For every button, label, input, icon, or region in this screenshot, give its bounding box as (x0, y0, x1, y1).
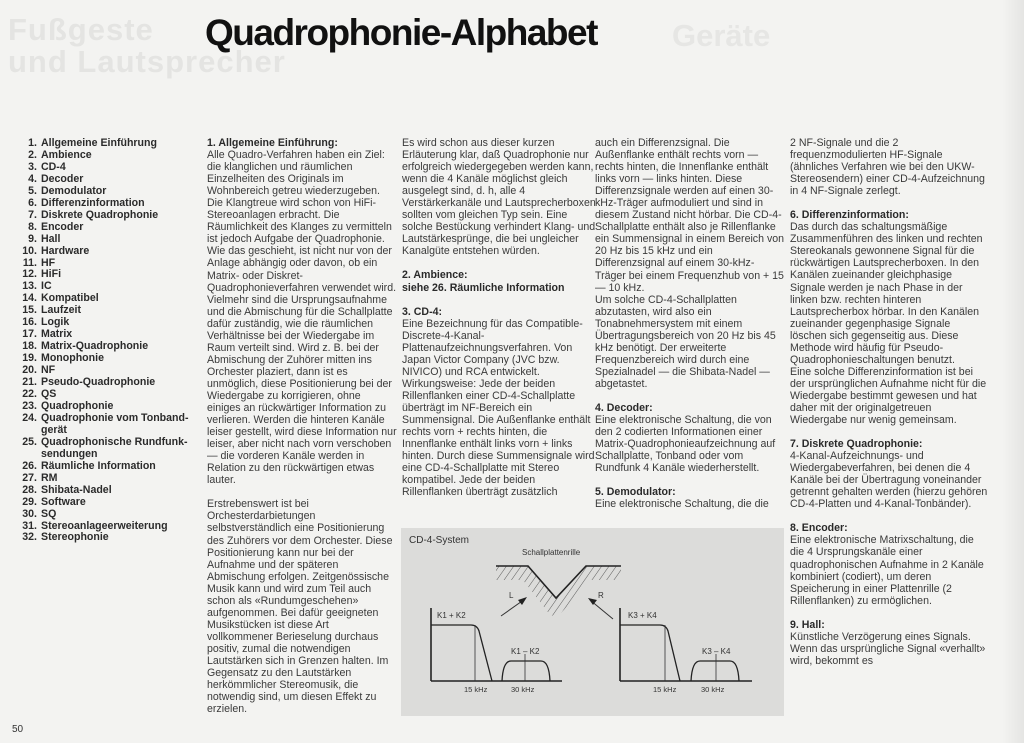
ghost-line-1: Fußgeste (8, 12, 154, 47)
toc-item-number: 12. (22, 268, 37, 281)
right-tick-30khz: 30 kHz (701, 685, 725, 694)
toc-item-label: Quadrophonische Rundfunk- (41, 435, 188, 448)
right-arrow-label: R (598, 591, 604, 600)
toc-item-label: Demodulator (41, 184, 107, 197)
toc-item-label: IC (41, 280, 52, 293)
diagram-title: CD-4-System (409, 535, 470, 546)
table-of-contents (14, 138, 194, 544)
toc-item-label: Decoder (41, 172, 84, 185)
toc-item-label: Diskrete Quadrophonie (41, 208, 159, 221)
toc-item-number: 25. (22, 435, 37, 448)
toc-item-label: sendungen (41, 447, 98, 460)
toc-item-label: RM (41, 471, 58, 484)
toc-item-label: Monophonie (41, 352, 104, 365)
toc-item-number: 2. (28, 148, 37, 161)
toc-item-label: Stereophonie (41, 531, 109, 544)
page-number: 50 (12, 724, 24, 735)
toc-item-label: Quadrophonie vom Tonband- (41, 411, 189, 424)
toc-item-number: 21. (22, 376, 37, 389)
toc-item-number: 19. (22, 352, 37, 365)
toc-item-number: 22. (22, 388, 37, 401)
toc-item-label: Hall (41, 232, 61, 245)
toc-item (14, 437, 194, 449)
toc-item-label: QS (41, 388, 57, 401)
toc-item-label: Allgemeine Einführung (41, 137, 157, 149)
left-sum-curve (431, 625, 492, 681)
toc-item-label: CD-4 (41, 160, 66, 173)
paragraph: Wirkungsweise: Jede der beiden Rillenflanken einer CD-4-Schallplatte überträgt im NF-Bereich ein Summensignal. Die Außenflanke enthält rechts vorn + rechts hinten, die Innenflanke enthält links vorn + links hinten. Durch diese Summensignale wird eine CD-4-Schallplatte mit Stereo kompatibel. Jede der beiden Rillenflanken überträgt zusätzlich (402, 377, 595, 499)
section-heading: 4. Decoder: (595, 401, 653, 414)
toc-item-label: gerät (41, 423, 67, 436)
toc-item (14, 222, 194, 234)
ghost-line-2: und Lautsprecher (8, 44, 286, 79)
right-sum-label: K3 + K4 (628, 611, 657, 620)
left-sum-label: K1 + K2 (437, 611, 466, 620)
toc-item-number: 10. (22, 244, 37, 257)
diagram-svg (401, 528, 784, 716)
toc-item-label: Hardware (41, 244, 90, 257)
left-diff-curve (502, 661, 550, 681)
toc-item-label: Stereoanlageerweiterung (41, 519, 168, 532)
toc-item-number: 23. (22, 399, 37, 412)
toc-item-number: 13. (22, 280, 37, 293)
toc-item-label: Ambience (41, 148, 92, 161)
groove-label: Schallplattenrille (522, 548, 581, 557)
toc-item-number: 14. (22, 292, 37, 305)
toc-item-number: 11. (22, 256, 37, 269)
right-diff-curve (691, 661, 739, 681)
paragraph: Es wird schon aus dieser kurzen Erläuterung klar, daß Quadrophonie nur erfolgreich wiedergegeben werden kann, wenn die 4 Kanäle möglichst gleich ausgelegt sind, d. h, alle 4 Verstärkerkanäle und Lautsprecherboxen sollten vom gleichen Typ sein. Eine solche Bestückung verhindert Klang- und Lautstärkesprünge, die bei ungleicher Kanalgüte entstehen würden. (402, 137, 596, 258)
paragraph: auch ein Differenzsignal. Die Außenflanke enthält rechts vorn — rechts hinten, die Innenflanke enthält links vorn — links hinten. Diese Differenzsignale werden auf einen 30-kHz-Träger aufmoduliert und sind in diesem Zustand nicht hörbar. Die CD-4-Schallplatte enthält also je Rillenflanke ein Summensignal in einem Bereich von 20 Hz bis 15 kHz und ein Differenzsignal auf einem 30-kHz-Träger bei einem Frequenzhub von + 15 — 10 kHz. (595, 137, 785, 294)
toc-item-number: 9. (28, 232, 37, 245)
section-heading: 8. Encoder: (790, 522, 848, 535)
toc-item-label: NF (41, 364, 56, 377)
toc-item-number: 20. (22, 364, 37, 377)
toc-item-number: 29. (22, 495, 37, 508)
column-2 (402, 137, 598, 510)
toc-item (14, 461, 194, 473)
toc-item (14, 497, 194, 509)
toc-item-number: 28. (22, 483, 37, 496)
toc-item-number: 18. (22, 340, 37, 353)
page-title: Quadrophonie-Alphabet (205, 12, 597, 53)
toc-item-label: Encoder (41, 220, 84, 233)
paragraph: Eine elektronische Schaltung, die von den 2 codierten Informationen einer Matrix-Quadrophonieaufzeichnung auf Schallplatte, Tonband oder vom Rundfunk 4 Kanäle wiederherstellt. (595, 414, 776, 475)
right-tick-15khz: 15 kHz (653, 685, 677, 694)
cross-reference: siehe 26. Räumliche Information (402, 281, 565, 294)
paragraph: Um solche CD-4-Schallplatten abzutasten, wird also ein Tonabnehmersystem mit einem Übertragungsbereich von 20 Hz bis 45 kHz benötigt. Der erweiterte Frequenzbereich wird durch eine Spezialnadel — die Shibata-Nadel — abgetastet. (595, 293, 776, 390)
left-diff-label: K1 – K2 (511, 647, 540, 656)
toc-item-number: 1. (28, 137, 37, 149)
right-arrowhead (588, 598, 597, 605)
cd4-system-diagram (401, 528, 784, 716)
toc-item (14, 210, 194, 222)
toc-item (14, 246, 194, 258)
left-arrow-label: L (509, 591, 514, 600)
left-arrowhead (518, 597, 527, 605)
section-heading: 3. CD-4: (402, 305, 443, 318)
toc-item (14, 485, 194, 497)
section-heading: 7. Diskrete Quadrophonie: (790, 438, 923, 451)
toc-item (14, 234, 194, 246)
toc-item (14, 186, 194, 198)
section-heading: 9. Hall: (790, 618, 825, 631)
right-spectrum-plot (620, 608, 752, 694)
toc-item-number: 17. (22, 328, 37, 341)
section-heading: 2. Ambience: (402, 269, 468, 282)
toc-item-number: 5. (28, 184, 37, 197)
toc-item-label: Räumliche Information (41, 459, 156, 472)
paragraph: Das durch das schaltungsmäßige Zusammenführen des linken und rechten Stereokanals gewonnene Signal für die rückwärtigen Lautsprecherboxen. In den Kanälen zueinander gleichphasige Signale werden je nach Phase in der linken bzw. rechten hinteren Lautsprecherbox hörbar. In den Kanälen zueinander gegenphasige Signale löschen sich gegenseitig aus. Diese Methode wird häufig für Pseudo-Quadrophonieschaltungen benutzt. (790, 221, 983, 366)
paragraph: Erstrebenswert ist bei Orchesterdarbietungen selbstverständlich eine Positionierung des Zuhörers vor dem Orchester. Diese Positionierung kann nur bei der Aufnahme und der späteren Abmischung erfolgen. Zeitgenössische Musik kann und wird zum Teil auch schon als «Rundumgeschehen» aufgenommen. Bei dafür geeigneten Musikstücken ist diese Art vollkommener Berieselung durchaus positiv, zumal die notwendigen Lautstärken sich in Grenzen halten. Im Gegensatz zu den Lautstärken herkömmlicher Stereomusik, die notwendig sind, um diesen Effekt zu erzielen. (207, 498, 393, 716)
paragraph: 4-Kanal-Aufzeichnungs- und Wiedergabeverfahren, bei denen die 4 Kanäle bei der Übertragung voneinander getrennt gehalten werden (hierzu gehören CD-4-Platten und 4-Kanal-Tonbänder). (790, 450, 988, 511)
section-heading: 6. Differenzinformation: (790, 209, 909, 222)
toc-item-label: Quadrophonie (41, 399, 114, 412)
toc-item (14, 509, 194, 521)
paragraph: 2 NF-Signale und die 2 frequenzmodulierten HF-Signale (ähnliches Verfahren wie bei den UKW-Stereosendern) einer CD-4-Aufzeichnung in 4 NF-Signale zerlegt. (790, 137, 985, 198)
toc-item-number: 7. (28, 208, 37, 221)
paragraph: Eine solche Differenzinformation ist bei der ursprünglichen Aufnahme nicht für die Wiedergabe bestimmt gewesen und hat daher mit der originalgetreuen Wiedergabe nur wenig gemeinsam. (790, 365, 987, 427)
toc-item-label: HiFi (41, 268, 62, 281)
column-1 (207, 137, 397, 727)
toc-item-label: Matrix (41, 328, 73, 341)
paragraph: Eine elektronische Matrixschaltung, die die 4 Ursprungskanäle einer quadrophonischen Aufnahme in 2 Kanäle kombiniert (codiert), um deren Speicherung in einer Plattenrille (2 Rillenflanken) zu ermöglichen. (790, 534, 984, 607)
toc-item-number (14, 449, 41, 461)
section-heading: 5. Demodulator: (595, 486, 676, 499)
toc-item-number: 31. (22, 519, 37, 532)
toc-item-number: 24. (22, 411, 37, 424)
toc-item (14, 532, 194, 544)
column-4 (790, 137, 988, 679)
toc-item-label: Pseudo-Quadrophonie (41, 376, 156, 389)
toc-item-label: Shibata-Nadel (41, 483, 112, 496)
toc-item-number: 4. (28, 172, 37, 185)
toc-item-label: HF (41, 256, 56, 269)
toc-item-number: 15. (22, 304, 37, 317)
toc-item (14, 473, 194, 485)
toc-item (14, 198, 194, 210)
toc-item-number: 16. (22, 316, 37, 329)
right-diff-label: K3 – K4 (702, 647, 731, 656)
toc-item (14, 449, 194, 461)
page-fold-shadow (1002, 0, 1024, 743)
paragraph: Eine Bezeichnung für das Compatible-Discrete-4-Kanal-Plattenaufzeichnungsverfahren. Von Japan Victor Company (JVC bzw. NIVICO) und RCA entwickelt. (402, 317, 583, 378)
toc-item-number: 30. (22, 507, 37, 520)
paragraph: Eine elektronische Schaltung, die die (595, 498, 769, 511)
toc-item-label: Kompatibel (41, 292, 99, 305)
toc-item-number: 32. (22, 531, 37, 544)
right-sum-curve (620, 625, 680, 681)
toc-item-label: Differenzinformation (41, 196, 145, 209)
paragraph: Alle Quadro-Verfahren haben ein Ziel: die klanglichen und räumlichen Einzelheiten des Originals im Wohnbereich getreu wiederzugeben. Die Klangtreue wird schon von HiFi-Stereoanlagen erbracht. Die Räumlichkeit des Klanges zu vermitteln ist jedoch Aufgabe der Quadrophonie. Wie das geschieht, ist nicht nur von der Anlage abhängig oder davon, ob ein Matrix- oder Diskret-Quadrophonieverfahren verwendet wird. Vielmehr sind die Ursprungsaufnahme und die Abmischung für die Schallplatte dafür zuständig, wie die räumlichen Verhältnisse bei der Wiedergabe im Raum verteilt sind. Wird z. B. bei der Abmischung der Zuhörer mitten ins Orchester plaziert, dann ist es unmöglich, diese Positionierung bei der Wiedergabe zu korrigieren, ohne einiges an rückwärtiger Information zu verlieren. Werden die hinteren Kanäle leiser gestellt, wird diese Information nur leiser, aber nicht nach vorn verschoben — die vorderen Kanäle werden in Relation zu den rückwärtigen etwas lauter. (207, 149, 397, 487)
toc-item-label: Software (41, 495, 86, 508)
toc-item-number: 6. (28, 196, 37, 209)
toc-item-number: 27. (22, 471, 37, 484)
left-tick-15khz: 15 kHz (464, 685, 488, 694)
section-heading: 1. Allgemeine Einführung: (207, 137, 338, 149)
ghost-heading-right: Geräte (672, 18, 771, 53)
toc-item-number: 26. (22, 459, 37, 472)
toc-item-number: 8. (28, 220, 37, 233)
column-3 (595, 137, 785, 522)
toc-item-label: Matrix-Quadrophonie (41, 340, 149, 353)
toc-item-label: SQ (41, 507, 57, 520)
toc-item-label: Logik (41, 316, 70, 329)
toc-item-label: Laufzeit (41, 304, 82, 317)
left-spectrum-plot (431, 608, 562, 694)
paragraph: Künstliche Verzögerung eines Signals. Wenn das ursprüngliche Signal «verhallt» wird, bekommt es (790, 630, 986, 667)
toc-item-number: 3. (28, 160, 37, 173)
left-tick-30khz: 30 kHz (511, 685, 535, 694)
